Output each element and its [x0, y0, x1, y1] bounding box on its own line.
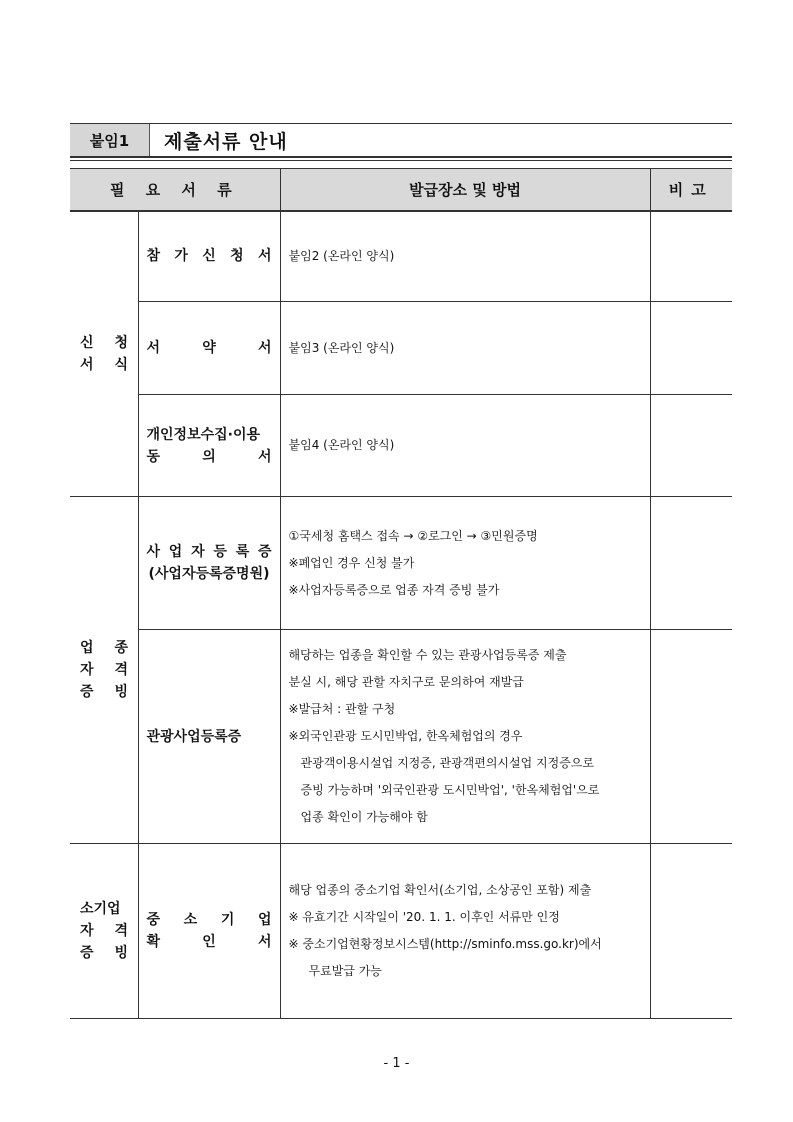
doc-business-registration: 사 업 자 등 록 증 (사업자등록증명원) — [138, 497, 280, 630]
note-cell — [650, 630, 732, 844]
column-header-note: 비고 — [650, 169, 732, 211]
doc-privacy-consent: 개인정보수집·이용 동 의 서 — [138, 395, 280, 497]
method-privacy-consent: 붙임4 (온라인 양식) — [280, 395, 650, 497]
required-documents-table — [70, 168, 732, 1019]
table-row — [70, 395, 732, 497]
table-header-row — [70, 169, 732, 211]
table-row — [70, 211, 732, 302]
category-application: 신 청 서 식 — [70, 211, 138, 497]
doc-sme-certificate: 중 소 기 업 확 인 서 — [138, 844, 280, 1019]
table-row — [70, 844, 732, 1019]
method-application-form: 붙임2 (온라인 양식) — [280, 211, 650, 302]
table-row — [70, 302, 732, 395]
method-tourism-registration: 해당하는 업종을 확인할 수 있는 관광사업등록증 제출 분실 시, 해당 관할 자치구로 문의하여 재발급 ※발급처 : 관할 구청 ※외국인관광 도시민박업, 한옥체험업의 경우 관광객이용시설업 지정증, 관광객편의시설업 지정증으로 증빙 가능하며 '외국인관광 도시민박업', '한옥체험업'으로 업종 확인이 가능해야 함 — [280, 630, 650, 844]
method-business-registration: ①국세청 홈택스 접속 → ②로그인 → ③민원증명 ※폐업인 경우 신청 불가 ※사업자등록증으로 업종 자격 증빙 불가 — [280, 497, 650, 630]
note-cell — [650, 844, 732, 1019]
table-row — [70, 630, 732, 844]
doc-application-form: 참 가 신 청 서 — [138, 211, 280, 302]
column-header-docs: 필 요 서 류 — [70, 169, 280, 211]
attachment-badge: 붙임1 — [70, 124, 150, 156]
page-number: - 1 - — [383, 1056, 410, 1071]
page-title: 제출서류 안내 — [164, 130, 288, 153]
note-cell — [650, 302, 732, 395]
method-pledge: 붙임3 (온라인 양식) — [280, 302, 650, 395]
column-header-method: 발급장소 및 방법 — [280, 169, 650, 211]
table-row — [70, 497, 732, 630]
note-cell — [650, 211, 732, 302]
category-small-business: 소기업 자 격 증 빙 — [70, 844, 138, 1019]
doc-tourism-registration: 관광사업등록증 — [138, 630, 280, 844]
section-title-bar — [70, 123, 732, 158]
category-business: 업 종 자 격 증 빙 — [70, 497, 138, 844]
note-cell — [650, 395, 732, 497]
doc-pledge: 서 약 서 — [138, 302, 280, 395]
method-sme-certificate: 해당 업종의 중소기업 확인서(소기업, 소상공인 포함) 제출 ※ 유효기간 시작일이 '20. 1. 1. 이후인 서류만 인정 ※ 중소기업현황정보시스템(http://sminfo.mss.go.kr)에서 무료발급 가능 — [280, 844, 650, 1019]
note-cell — [650, 497, 732, 630]
